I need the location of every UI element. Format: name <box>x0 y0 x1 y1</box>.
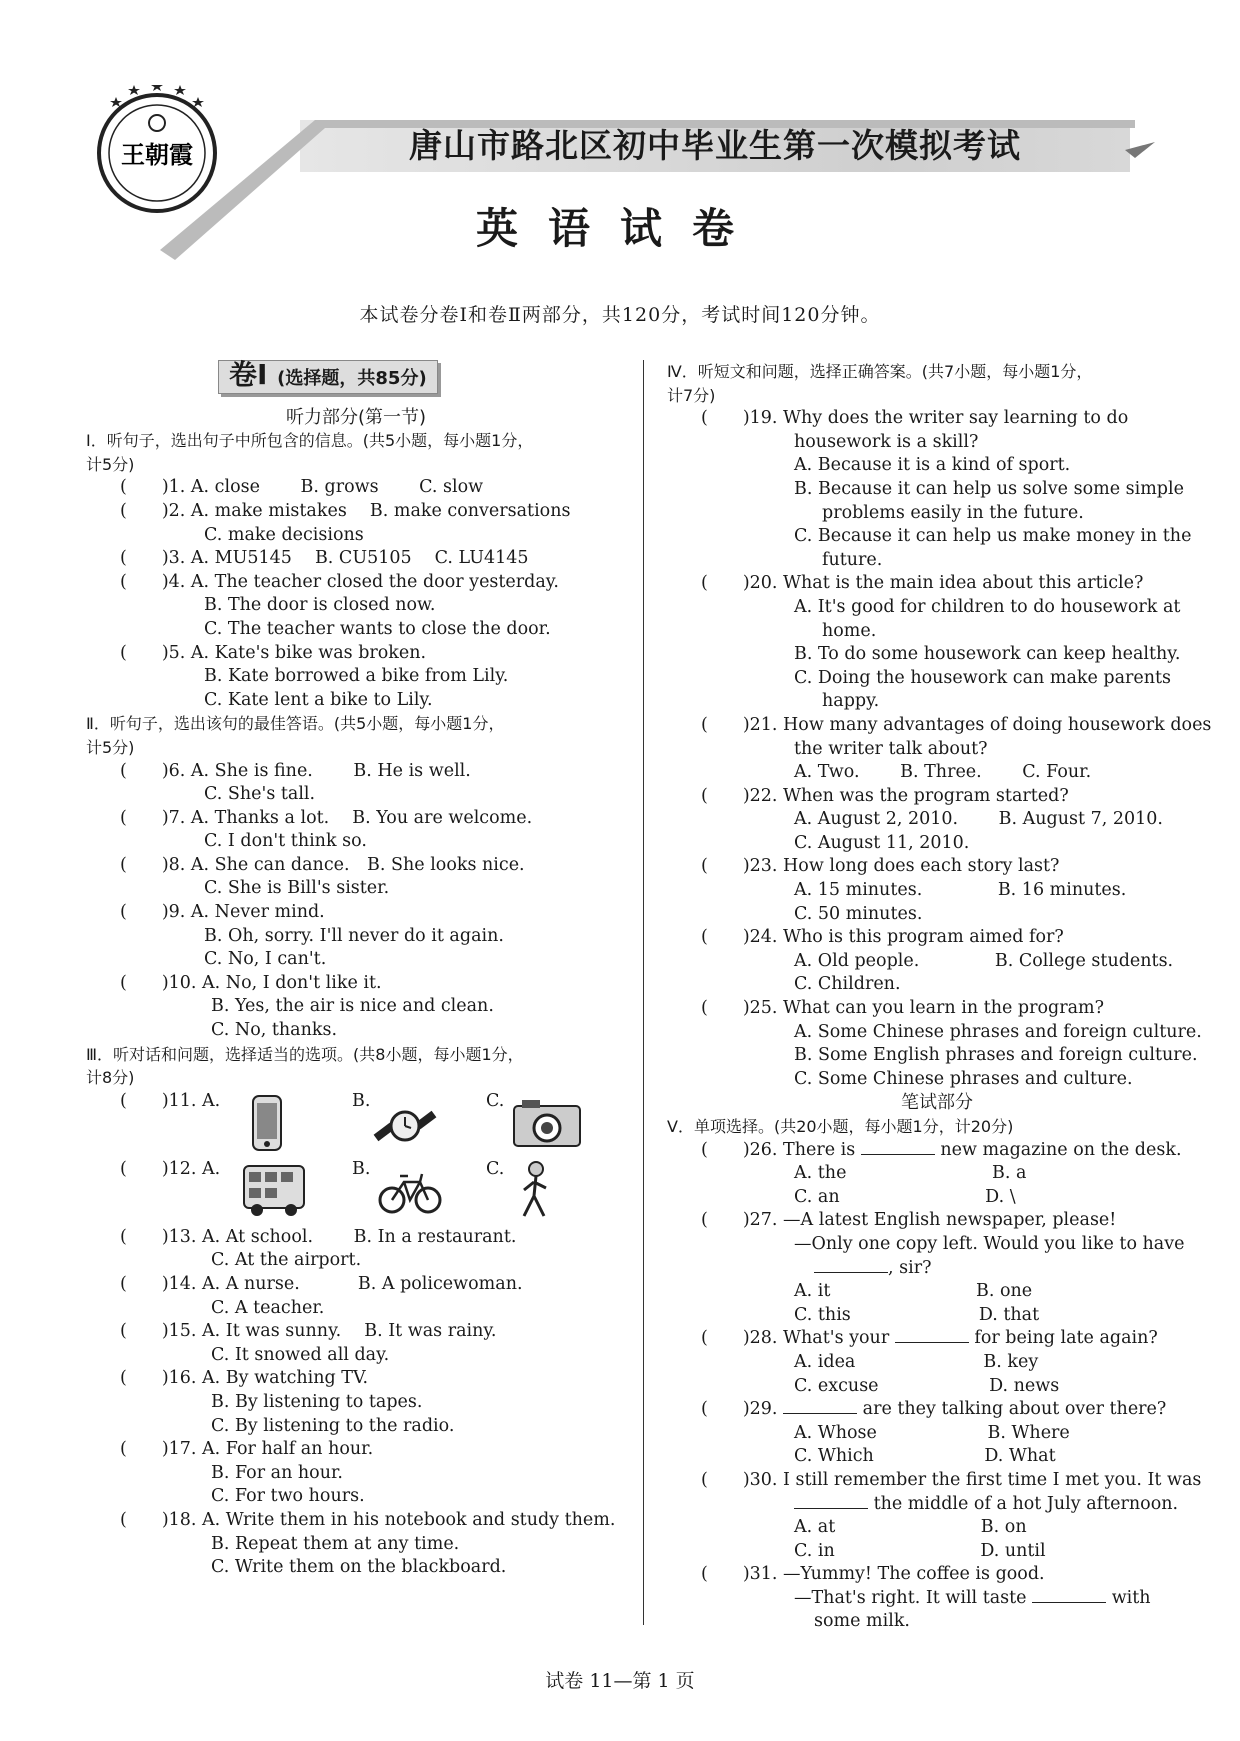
question-20-opt-a-cont: home. <box>822 620 877 641</box>
question-22-opt-ab: A. August 2, 2010. B. August 7, 2010. <box>794 809 1163 830</box>
question-17-opt-b: B. For an hour. <box>211 1462 343 1483</box>
question-19-opt-b-cont: problems easily in the future. <box>822 502 1084 523</box>
question-26-opt-cd: C. an D. \ <box>794 1186 1016 1207</box>
exam-title: 唐山市路北区初中毕业生第一次模拟考试 <box>409 126 1021 165</box>
answer-blank[interactable] <box>861 1140 935 1155</box>
question-23-opt-ab: A. 15 minutes. B. 16 minutes. <box>794 880 1127 901</box>
question-8: ( )8. A. She can dance. B. She looks nice. <box>120 854 525 875</box>
question-4-opt-c: C. The teacher wants to close the door. <box>204 618 551 639</box>
question-7-opt-c: C. I don't think so. <box>204 831 367 852</box>
question-18: ( )18. A. Write them in his notebook and study them. <box>120 1509 616 1530</box>
question-4: ( )4. A. The teacher closed the door yesterday. <box>120 571 559 592</box>
question-27-opt-ab: A. it B. one <box>794 1281 1033 1302</box>
question-25-opt-a: A. Some Chinese phrases and foreign culture. <box>794 1021 1202 1042</box>
question-24-opt-ab: A. Old people. B. College students. <box>794 950 1174 971</box>
question-2: ( )2. A. make mistakes B. make conversations <box>120 500 571 521</box>
section-4-heading: Ⅳ．听短文和问题，选择正确答案。(共7小题，每小题1分， <box>667 362 1093 381</box>
mobile-phone-icon <box>251 1094 283 1152</box>
question-3: ( )3. A. MU5145 B. CU5105 C. LU4145 <box>120 548 529 569</box>
section-5-heading: Ⅴ．单项选择。(共20小题，每小题1分，计20分) <box>667 1117 1014 1136</box>
question-14-opt-c: C. A teacher. <box>211 1297 325 1318</box>
question-20-opt-b: B. To do some housework can keep healthy. <box>794 644 1181 665</box>
question-27-cont: —Only one copy left. Would you like to have <box>794 1233 1185 1254</box>
question-20-opt-c-cont: happy. <box>822 691 880 712</box>
question-16-opt-b: B. By listening to tapes. <box>211 1391 423 1412</box>
question-5: ( )5. A. Kate's bike was broken. <box>120 642 427 663</box>
question-28-opt-cd: C. excuse D. news <box>794 1375 1060 1396</box>
camera-icon <box>512 1096 582 1148</box>
bicycle-icon <box>378 1168 442 1214</box>
answer-blank[interactable] <box>794 1494 868 1509</box>
answer-blank[interactable] <box>895 1328 969 1343</box>
question-19-opt-c-cont: future. <box>822 549 883 570</box>
question-17-opt-c: C. For two hours. <box>211 1486 365 1507</box>
section-1-heading: Ⅰ．听句子，选出句子中所包含的信息。(共5小题，每小题1分， <box>86 431 534 451</box>
exam-subtitle: 英语试卷 <box>475 204 764 253</box>
question-27: ( )27. —A latest English newspaper, please! <box>701 1210 1117 1231</box>
question-11: ( )11. A. B. C. <box>86 1090 626 1158</box>
question-20: ( )20. What is the main idea about this article? <box>701 573 1144 594</box>
section-2-heading-cont: 计5分) <box>86 737 135 757</box>
question-25-opt-b: B. Some English phrases and foreign culture. <box>794 1045 1198 1066</box>
question-6-opt-c: C. She's tall. <box>204 784 316 805</box>
answer-blank[interactable] <box>1032 1588 1106 1603</box>
publisher-logo <box>92 85 222 215</box>
question-26: ( )26. There is new magazine on the desk. <box>701 1139 1182 1160</box>
question-13-opt-c: C. At the airport. <box>211 1250 362 1271</box>
section-4-heading-cont: 计7分) <box>667 385 716 405</box>
wristwatch-icon <box>372 1098 438 1154</box>
question-18-opt-c: C. Write them on the blackboard. <box>211 1557 507 1578</box>
question-9-opt-b: B. Oh, sorry. I'll never do it again. <box>204 925 504 946</box>
question-25: ( )25. What can you learn in the program? <box>701 998 1104 1019</box>
question-12: ( )12. A. B. C. <box>86 1158 626 1226</box>
page-footer: 试卷 11—第 1 页 <box>545 1670 695 1692</box>
question-18-opt-b: B. Repeat them at any time. <box>211 1533 460 1554</box>
written-part-title: 笔试部分 <box>901 1092 973 1114</box>
question-13: ( )13. A. At school. B. In a restaurant. <box>120 1226 517 1247</box>
question-29-opt-cd: C. Which D. What <box>794 1446 1056 1467</box>
question-19-opt-b: B. Because it can help us solve some simple <box>794 478 1184 499</box>
question-19-cont: housework is a skill? <box>794 431 979 452</box>
question-19-opt-a: A. Because it is a kind of sport. <box>794 455 1071 476</box>
question-20-opt-c: C. Doing the housework can make parents <box>794 667 1172 688</box>
question-2-opt-c: C. make decisions <box>204 524 364 545</box>
question-14: ( )14. A. A nurse. B. A policewoman. <box>120 1274 523 1294</box>
question-24: ( )24. Who is this program aimed for? <box>701 927 1064 948</box>
question-15-opt-c: C. It snowed all day. <box>211 1344 390 1365</box>
question-31-cont2: some milk. <box>814 1611 910 1632</box>
section-3-heading: Ⅲ．听对话和问题，选择适当的选项。(共8小题，每小题1分， <box>86 1044 524 1064</box>
question-29-opt-ab: A. Whose B. Where <box>794 1422 1070 1443</box>
question-28: ( )28. What's your for being late again? <box>701 1328 1158 1349</box>
section-1-heading-cont: 计5分) <box>86 454 135 474</box>
question-9-opt-c: C. No, I can't. <box>204 949 327 970</box>
question-22: ( )22. When was the program started? <box>701 785 1069 806</box>
column-divider <box>643 360 644 1625</box>
left-column <box>86 360 626 1580</box>
answer-blank[interactable] <box>814 1258 888 1273</box>
question-16-opt-c: C. By listening to the radio. <box>211 1415 455 1436</box>
question-30-cont: the middle of a hot July afternoon. <box>667 1493 1207 1517</box>
question-10-opt-b: B. Yes, the air is nice and clean. <box>211 996 494 1017</box>
walking-person-icon <box>516 1160 556 1222</box>
question-6: ( )6. A. She is fine. B. He is well. <box>120 760 471 781</box>
section-2-heading: Ⅱ．听句子，选出该句的最佳答语。(共5小题，每小题1分， <box>86 714 505 734</box>
question-26-opt-ab: A. the B. a <box>794 1163 1027 1184</box>
section-3-heading-cont: 计8分) <box>86 1068 135 1088</box>
question-23: ( )23. How long does each story last? <box>701 856 1060 877</box>
volume-one-label: 卷Ⅰ (选择题，共85分) <box>218 360 438 394</box>
question-4-opt-b: B. The door is closed now. <box>204 595 436 616</box>
question-28-opt-ab: A. idea B. key <box>794 1351 1039 1372</box>
question-27-opt-cd: C. this D. that <box>794 1304 1040 1325</box>
exam-intro: 本试卷分卷Ⅰ和卷Ⅱ两部分，共120分，考试时间120分钟。 <box>359 304 881 326</box>
question-10-opt-c: C. No, thanks. <box>211 1020 338 1041</box>
question-9: ( )9. A. Never mind. <box>120 902 325 923</box>
question-22-opt-c: C. August 11, 2010. <box>794 832 970 853</box>
question-31-cont: —That's right. It will taste with <box>794 1587 1151 1608</box>
question-8-opt-c: C. She is Bill's sister. <box>204 878 390 899</box>
question-1: ( )1. A. close B. grows C. slow <box>120 477 484 498</box>
question-15: ( )15. A. It was sunny. B. It was rainy. <box>120 1321 497 1342</box>
question-21-options: A. Two. B. Three. C. Four. <box>794 762 1092 783</box>
question-5-opt-c: C. Kate lent a bike to Lily. <box>204 689 433 710</box>
question-16: ( )16. A. By watching TV. <box>120 1368 369 1389</box>
question-5-opt-b: B. Kate borrowed a bike from Lily. <box>204 666 509 687</box>
question-7: ( )7. A. Thanks a lot. B. You are welcome. <box>120 807 533 828</box>
logo-text: 王朝霞 <box>121 140 193 169</box>
question-19: ( )19. Why does the writer say learning to do <box>701 408 1129 429</box>
question-17: ( )17. A. For half an hour. <box>120 1439 374 1460</box>
question-20-opt-a: A. It's good for children to do housework at <box>794 596 1181 617</box>
question-25-opt-c: C. Some Chinese phrases and culture. <box>794 1068 1133 1089</box>
listening-title: 听力部分(第一节) <box>285 406 427 428</box>
question-31: ( )31. —Yummy! The coffee is good. <box>701 1564 1045 1585</box>
bus-icon <box>241 1160 307 1218</box>
question-21: ( )21. How many advantages of doing housework does <box>701 714 1212 735</box>
question-27-blank-line: , sir? <box>667 1257 1207 1281</box>
question-23-opt-c: C. 50 minutes. <box>794 903 923 924</box>
question-10: ( )10. A. No, I don't like it. <box>120 972 382 993</box>
question-19-opt-c: C. Because it can help us make money in the <box>794 526 1192 547</box>
right-column <box>667 360 1212 1634</box>
question-30-opt-ab: A. at B. on <box>794 1517 1027 1538</box>
question-30: ( )30. I still remember the first time I met you. It was <box>701 1469 1202 1490</box>
question-24-opt-c: C. Children. <box>794 974 901 995</box>
question-30-opt-cd: C. in D. until <box>794 1540 1046 1561</box>
question-29: ( )29. are they talking about over there? <box>701 1399 1167 1420</box>
answer-blank[interactable] <box>783 1399 857 1414</box>
question-21-cont: the writer talk about? <box>794 738 988 759</box>
